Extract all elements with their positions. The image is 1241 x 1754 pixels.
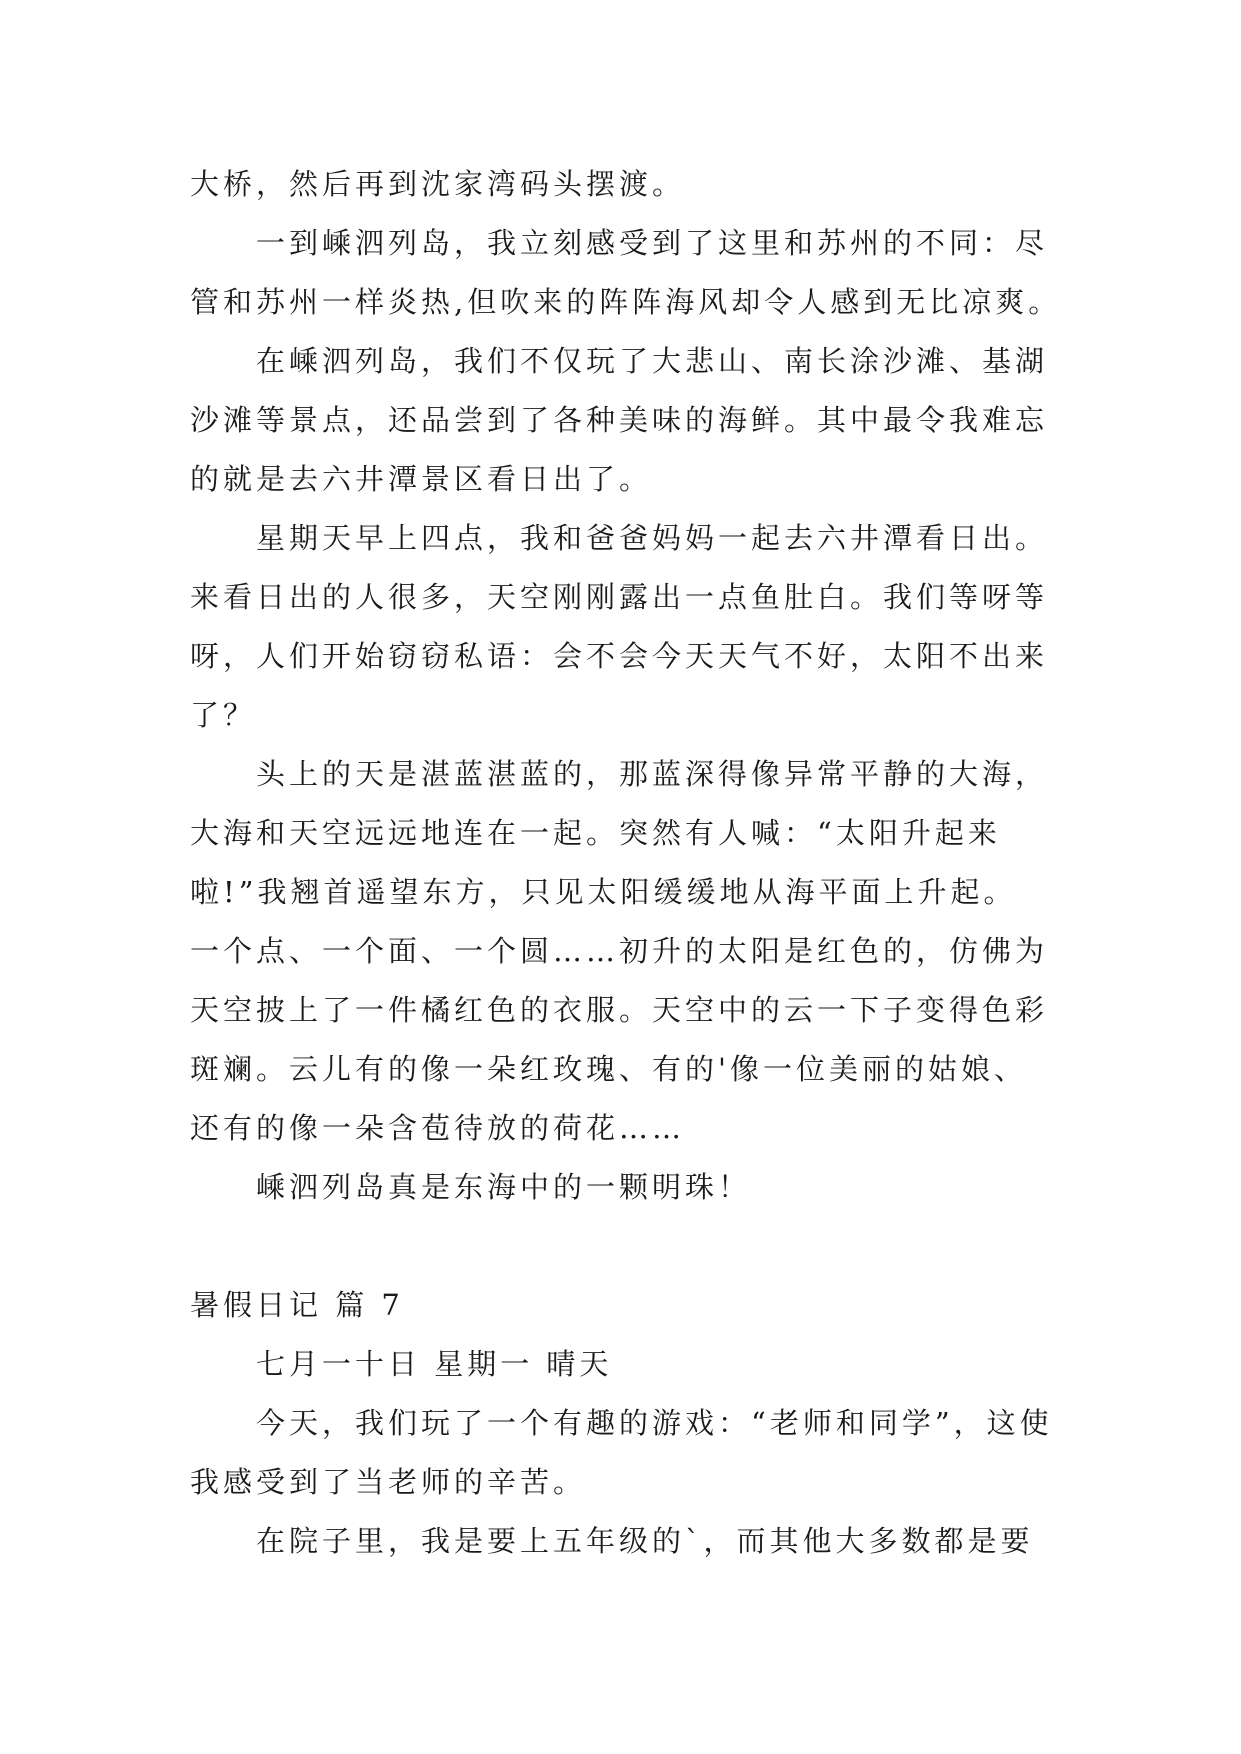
text-line: 一个点、一个面、一个圆……初升的太阳是红色的，仿佛为	[190, 934, 1049, 968]
text-line: 在嵊泗列岛，我们不仅玩了大悲山、南长涂沙滩、基湖	[256, 344, 1049, 378]
text-line: 头上的天是湛蓝湛蓝的，那蓝深得像异常平静的大海，	[256, 757, 1049, 791]
text-line: 一到嵊泗列岛，我立刻感受到了这里和苏州的不同：尽	[256, 226, 1049, 260]
document-body	[190, 155, 1090, 1571]
text-line: 来看日出的人很多，天空刚刚露出一点鱼肚白。我们等呀等	[190, 580, 1049, 614]
text-line: 我感受到了当老师的辛苦。	[190, 1465, 587, 1499]
text-line: 啦!”我翘首遥望东方，只见太阳缓缓地从海平面上升起。	[190, 875, 1017, 909]
text-line: 天空披上了一件橘红色的衣服。天空中的云一下子变得色彩	[190, 993, 1049, 1027]
text-line: 星期天早上四点，我和爸爸妈妈一起去六井潭看日出。	[256, 521, 1049, 555]
section-heading: 暑假日记 篇 7	[190, 1288, 404, 1322]
diary-date-line: 七月一十日 星期一 晴天	[256, 1347, 613, 1381]
text-line: 了？	[190, 698, 257, 732]
section-gap	[190, 1217, 1090, 1276]
text-line: 今天，我们玩了一个有趣的游戏：“老师和同学”，这使	[256, 1406, 1053, 1440]
text-line: 在院子里，我是要上五年级的`，而其他大多数都是要	[256, 1524, 1034, 1558]
text-line: 大桥，然后再到沈家湾码头摆渡。	[190, 167, 686, 201]
text-line: 沙滩等景点，还品尝到了各种美味的海鲜。其中最令我难忘	[190, 403, 1049, 437]
text-line: 还有的像一朵含苞待放的荷花……	[190, 1111, 686, 1145]
text-line: 管和苏州一样炎热,但吹来的阵阵海风却令人感到无比凉爽。	[190, 285, 1062, 319]
text-line: 大海和天空远远地连在一起。突然有人喊：“太阳升起来	[190, 816, 1001, 850]
text-line: 呀，人们开始窃窃私语：会不会今天天气不好，太阳不出来	[190, 639, 1049, 673]
text-line: 的就是去六井潭景区看日出了。	[190, 462, 653, 496]
text-line: 嵊泗列岛真是东海中的一颗明珠！	[256, 1170, 752, 1204]
text-line: 斑斓。云儿有的像一朵红玫瑰、有的'像一位美丽的姑娘、	[190, 1052, 1027, 1086]
